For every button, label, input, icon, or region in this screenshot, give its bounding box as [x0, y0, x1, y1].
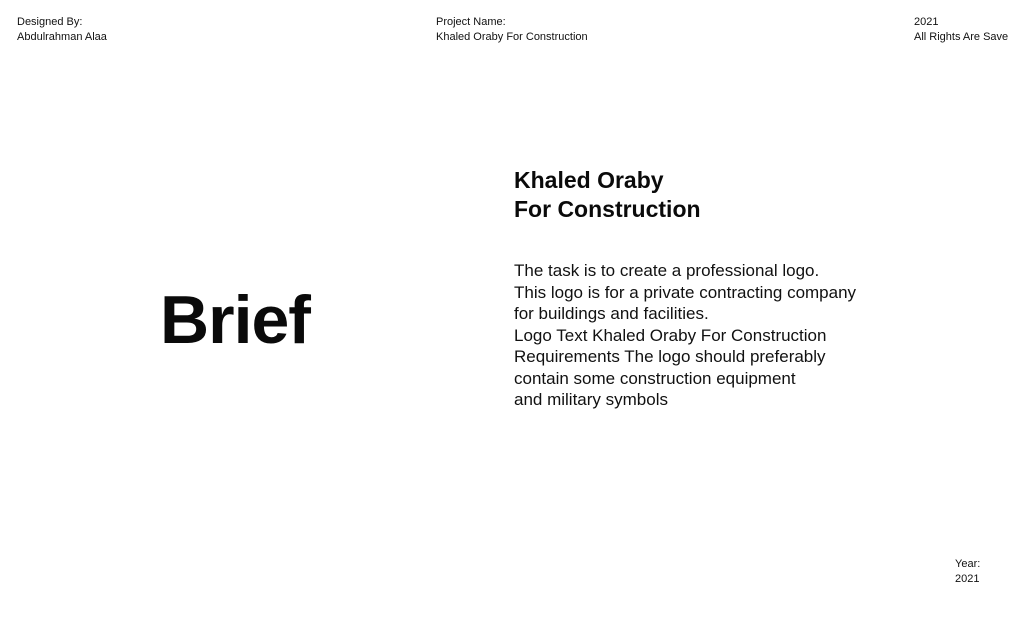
project-info [436, 15, 588, 45]
year-info [955, 557, 980, 587]
project-name: Khaled Oraby For Construction [436, 31, 588, 43]
designer-name: Abdulrahman Alaa [17, 31, 107, 43]
year-value: 2021 [955, 573, 980, 585]
rights-notice [914, 15, 1008, 45]
brand-heading [514, 166, 701, 224]
brief-line: and military symbols [514, 390, 668, 409]
brand-heading-line-2: For Construction [514, 196, 701, 222]
brief-line: This logo is for a private contracting company [514, 282, 857, 302]
rights-text: All Rights Are Save [914, 31, 1009, 43]
year-label: Year: [955, 558, 981, 570]
brand-heading-line-1: Khaled Oraby [514, 167, 664, 193]
designer-credit [17, 15, 107, 45]
brief-line: for buildings and facilities. [514, 304, 709, 323]
designer-label: Designed By: [17, 16, 83, 28]
project-label: Project Name: [436, 16, 506, 28]
brief-description [514, 260, 856, 411]
page-title: Brief [160, 282, 310, 358]
brief-line: The task is to create a professional logo. [514, 261, 820, 280]
brief-line: contain some construction equipment [514, 368, 796, 388]
brief-line: Requirements The logo should preferably [514, 347, 826, 366]
rights-year: 2021 [914, 16, 939, 28]
brief-line: Logo Text Khaled Oraby For Construction [514, 325, 827, 345]
